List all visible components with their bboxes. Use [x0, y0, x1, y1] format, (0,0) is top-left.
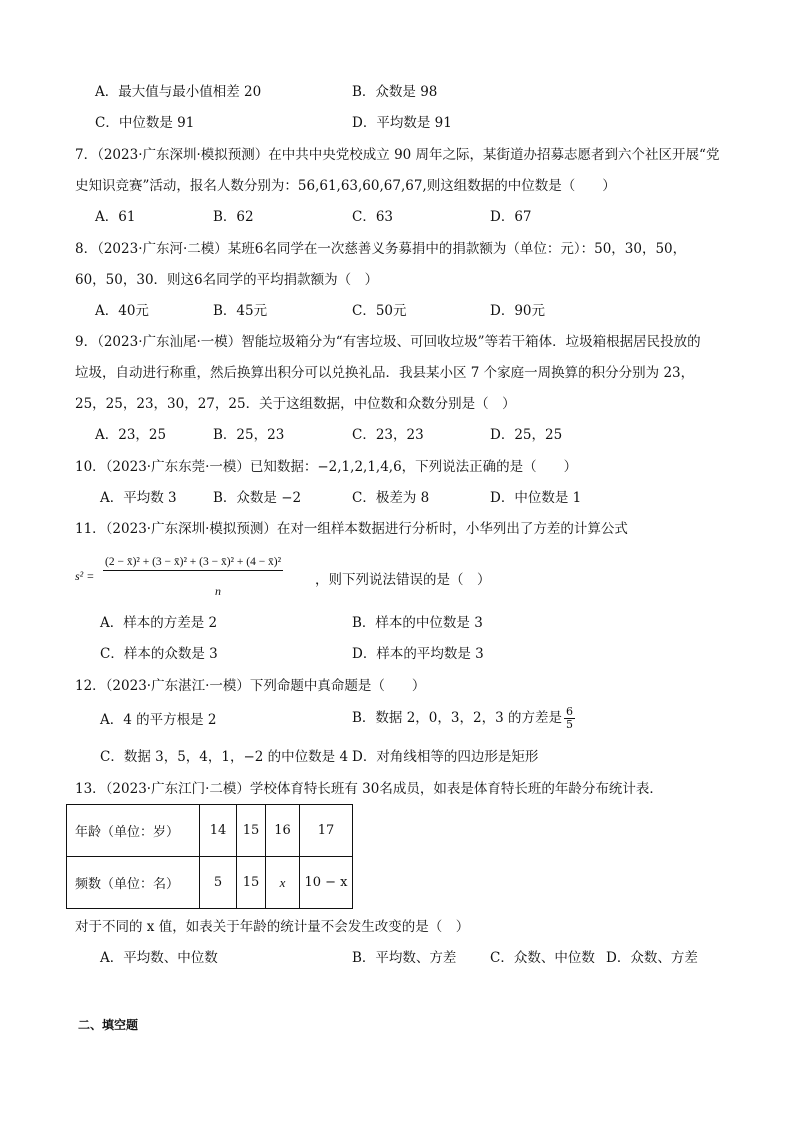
q7-stem-line2: 史知识竞赛”活动，报名人数分别为：56,61,63,60,67,67,则这组数据的中位数是（ ） [75, 178, 616, 194]
q9-stem-line3: 25，25，23，30，27，25．关于这组数据，中位数和众数分别是（ ） [75, 396, 516, 412]
q8-stem-line1: 8．（2023·广东河·二模）某班6名同学在一次慈善义务募捐中的捐款额为（单位：元）：50，30，50， [75, 241, 687, 257]
q8-option-d: D．90元 [490, 303, 546, 319]
q10-option-b: B．众数是 −2 [213, 490, 302, 506]
q13-option-c: C．众数、中位数 [490, 950, 595, 966]
q11-stem: 11．（2023·广东深圳·模拟预测）在对一组样本数据进行分析时，小华列出了方差的计算公式 [75, 521, 628, 537]
q7-option-a: A．61 [95, 209, 136, 225]
table-row [67, 805, 353, 857]
q9-stem-line1: 9．（2023·广东汕尾·一模）智能垃圾箱分为“有害垃圾、可回收垃圾”等若干箱体．垃圾箱根据居民投放的 [75, 334, 701, 350]
q10-stem: 10．（2023·广东东莞·一模）已知数据：−2,1,2,1,4,6，下列说法正确的是（ ） [75, 459, 578, 475]
q7-option-c: C．63 [352, 209, 394, 225]
q12-stem: 12．（2023·广东湛江·一模）下列命题中真命题是（ ） [75, 678, 426, 694]
q9-option-a: A．23，25 [95, 427, 167, 443]
q13-stem: 13．（2023·广东江门·二模）学校体育特长班有 30名成员，如表是体育特长班的年龄分布统计表． [75, 781, 663, 797]
q13-option-b: B．平均数、方差 [352, 950, 457, 966]
q12-option-b [352, 706, 575, 731]
table-row [67, 857, 353, 909]
q11-option-a: A．样本的方差是 2 [100, 615, 218, 631]
q12-option-d: D．对角线相等的四边形是矩形 [352, 749, 539, 765]
q9-option-b: B．25，23 [213, 427, 285, 443]
table-cell: 16 [266, 805, 300, 857]
q10-option-c: C．极差为 8 [352, 490, 430, 506]
q13-question: 对于不同的 x 值，如表关于年龄的统计量不会发生改变的是（ ） [75, 919, 470, 935]
table-cell: 15 [237, 805, 266, 857]
q7-option-b: B．62 [213, 209, 254, 225]
q6-option-b: B．众数是 98 [352, 84, 438, 100]
q8-stem-line2: 60，50，30．则这6名同学的平均捐款额为（ ） [75, 272, 379, 288]
q11-option-c: C．样本的众数是 3 [100, 646, 218, 662]
q11-option-d: D．样本的平均数是 3 [352, 646, 484, 662]
q6-option-a: A．最大值与最小值相差 20 [95, 84, 262, 100]
q10-option-a: A．平均数 3 [100, 490, 177, 506]
q8-option-b: B．45元 [213, 303, 268, 319]
q12-fraction [564, 706, 575, 731]
table-cell: 17 [300, 805, 353, 857]
table-cell: 频数（单位：名） [67, 857, 200, 909]
q6-option-d: D．平均数是 91 [352, 115, 452, 131]
q10-option-d: D．中位数是 1 [490, 490, 582, 506]
table-cell: 14 [200, 805, 237, 857]
q7-option-d: D．67 [490, 209, 532, 225]
formula-numerator: (2 − x̄)² + (3 − x̄)² + (3 − x̄)² + (4 − x̄)² [103, 556, 283, 571]
q12-option-c: C．数据 3，5，4，1，−2 的中位数是 4 [100, 749, 349, 765]
q8-option-a: A．40元 [95, 303, 149, 319]
formula-lhs: s² = [75, 569, 95, 583]
formula-tail: ，则下列说法错误的是（ ） [315, 572, 491, 588]
table-cell: 10 − x [300, 857, 353, 909]
table-cell: 年龄（单位：岁） [67, 805, 200, 857]
fraction-denominator: 5 [565, 718, 573, 731]
section-title: 二、填空题 [78, 1018, 139, 1032]
q6-option-c: C．中位数是 91 [95, 115, 195, 131]
q9-stem-line2: 垃圾，自动进行称重，然后换算出积分可以兑换礼品．我县某小区 7 个家庭一周换算的积分分别为 23， [75, 365, 695, 381]
age-distribution-table [66, 804, 353, 909]
table-cell: 15 [237, 857, 266, 909]
q11-option-b: B．样本的中位数是 3 [352, 615, 483, 631]
q13-option-d: D．众数、方差 [606, 950, 698, 966]
fraction-numerator: 6 [565, 705, 573, 718]
table-cell: 5 [200, 857, 237, 909]
q7-stem-line1: 7．（2023·广东深圳·模拟预测）在中共中央党校成立 90 周年之际，某街道办招募志愿者到六个社区开展“党 [75, 147, 720, 163]
q8-option-c: C．50元 [352, 303, 407, 319]
q13-option-a: A．平均数、中位数 [100, 950, 218, 966]
table-cell: x [266, 857, 300, 909]
q12-option-b-text: B．数据 2，0，3，2，3 的方差是 [352, 710, 562, 726]
formula-denominator: n [215, 584, 221, 598]
q12-option-a: A．4 的平方根是 2 [100, 712, 217, 728]
q9-option-c: C．23，23 [352, 427, 424, 443]
q9-option-d: D．25，25 [490, 427, 563, 443]
